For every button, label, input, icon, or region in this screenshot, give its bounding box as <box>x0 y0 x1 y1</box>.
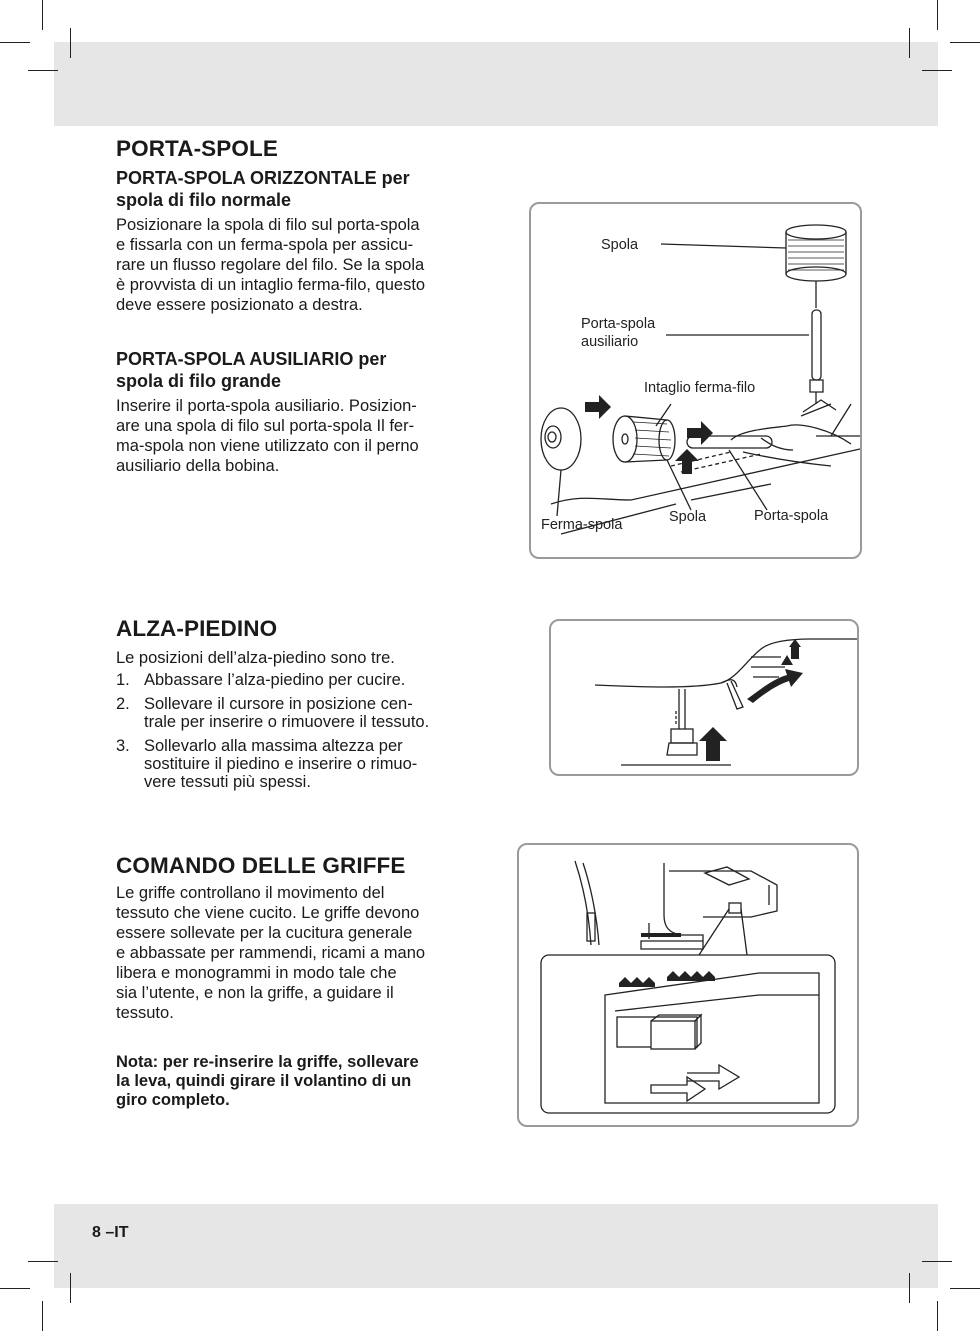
spool-pin-figure <box>529 202 862 559</box>
crop-mark <box>70 1273 71 1303</box>
section-title-feed-dogs: COMANDO DELLE GRIFFE <box>116 853 406 878</box>
crop-mark <box>70 28 71 58</box>
note-line: giro completo. <box>116 1091 230 1109</box>
text-line: are una spola di filo sul porta-spola Il fer- <box>116 417 415 435</box>
text-line: Inserire il porta-spola ausiliario. Posizion- <box>116 397 417 415</box>
section-title-presser-foot: ALZA-PIEDINO <box>116 616 278 641</box>
section-title-spool-pins: PORTA-SPOLE <box>116 136 278 161</box>
auxiliary-pin-text <box>116 396 419 476</box>
crop-mark <box>922 70 952 71</box>
list-number: 3. <box>116 737 130 755</box>
crop-mark <box>909 28 910 58</box>
subtitle-line: spola di filo grande <box>116 371 282 391</box>
presser-foot-intro: Le posizioni dell’alza-piedino sono tre. <box>116 649 395 667</box>
list-text: Sollevare il cursore in posizione cen- <box>144 695 413 713</box>
horizontal-pin-text <box>116 215 425 315</box>
text-line: sia l’utente, e non la griffe, a guidare il <box>116 984 394 1002</box>
subtitle-line: PORTA-SPOLA ORIZZONTALE per <box>116 168 410 188</box>
subtitle-horizontal-pin <box>116 167 476 211</box>
label-pin: Porta-spola <box>754 508 829 524</box>
text-line: essere sollevate per la cucitura generale <box>116 924 413 942</box>
text-line: Le griffe controllano il movimento del <box>116 884 385 902</box>
feed-dogs-text <box>116 883 425 1023</box>
text-line: è provvista di un intaglio ferma-filo, questo <box>116 276 426 294</box>
label-spool-top: Spola <box>601 237 639 253</box>
list-item <box>116 671 476 689</box>
subtitle-line: spola di filo normale <box>116 190 292 210</box>
presser-foot-figure <box>549 619 859 776</box>
crop-mark <box>937 1301 938 1331</box>
list-text: sostituire il piedino e inserire o rimuo- <box>144 755 418 773</box>
list-text: Sollevarlo alla massima altezza per <box>144 737 403 755</box>
feed-dogs-illustration <box>519 845 857 1125</box>
label-spool-bottom: Spola <box>669 509 707 525</box>
list-number: 1. <box>116 671 130 689</box>
crop-mark <box>0 42 30 43</box>
text-line: ma-spola non viene utilizzato con il perno <box>116 437 419 455</box>
text-line: tessuto. <box>116 1004 174 1022</box>
crop-mark <box>922 1261 952 1262</box>
page-number: 8 –IT <box>92 1224 129 1241</box>
text-line: ausiliario della bobina. <box>116 457 280 475</box>
crop-mark <box>950 1288 980 1289</box>
crop-mark <box>42 0 43 30</box>
label-cap: Ferma-spola <box>541 517 623 533</box>
crop-mark <box>28 1261 58 1262</box>
note-line: Nota: per re-inserire la griffe, sollevare <box>116 1053 419 1071</box>
crop-mark <box>0 1288 30 1289</box>
crop-mark <box>909 1273 910 1303</box>
spool-cap-drawing <box>541 408 581 470</box>
spool-top-drawing <box>786 225 846 308</box>
list-number: 2. <box>116 695 130 713</box>
spool-bottom-drawing <box>613 416 675 462</box>
list-item <box>116 695 476 731</box>
feed-dogs-note <box>116 1053 419 1110</box>
label-aux-pin-line2: ausiliario <box>581 334 639 350</box>
presser-foot-list <box>116 671 476 797</box>
text-line: deve essere posizionato a destra. <box>116 296 363 314</box>
list-item <box>116 737 476 791</box>
list-text: trale per inserire o rimuovere il tessuto. <box>144 713 430 731</box>
text-line: libera e monogrammi in modo tale che <box>116 964 397 982</box>
subtitle-auxiliary-pin <box>116 348 476 392</box>
auxiliary-pin-drawing <box>801 310 860 436</box>
text-line: tessuto che viene cucito. Le griffe devono <box>116 904 420 922</box>
header-band <box>54 42 938 126</box>
crop-mark <box>950 42 980 43</box>
text-line: rare un flusso regolare del filo. Se la spola <box>116 256 425 274</box>
footer-band <box>54 1204 938 1288</box>
crop-mark <box>42 1301 43 1331</box>
spool-pin-illustration <box>531 204 860 557</box>
note-line: la leva, quindi girare il volantino di un <box>116 1072 412 1090</box>
text-line: Posizionare la spola di filo sul porta-spola <box>116 216 420 234</box>
presser-foot-illustration <box>551 621 857 774</box>
label-aux-pin-line1: Porta-spola <box>581 316 656 332</box>
list-text: Abbassare l’alza-piedino per cucire. <box>144 671 406 689</box>
label-notch: Intaglio ferma-filo <box>644 380 756 396</box>
text-line: e abbassate per rammendi, ricami a mano <box>116 944 426 962</box>
text-line: e fissarla con un ferma-spola per assicu- <box>116 236 414 254</box>
feed-dogs-figure <box>517 843 859 1127</box>
list-text: vere tessuti più spessi. <box>144 773 311 791</box>
crop-mark <box>937 0 938 30</box>
crop-mark <box>28 70 58 71</box>
subtitle-line: PORTA-SPOLA AUSILIARIO per <box>116 349 387 369</box>
